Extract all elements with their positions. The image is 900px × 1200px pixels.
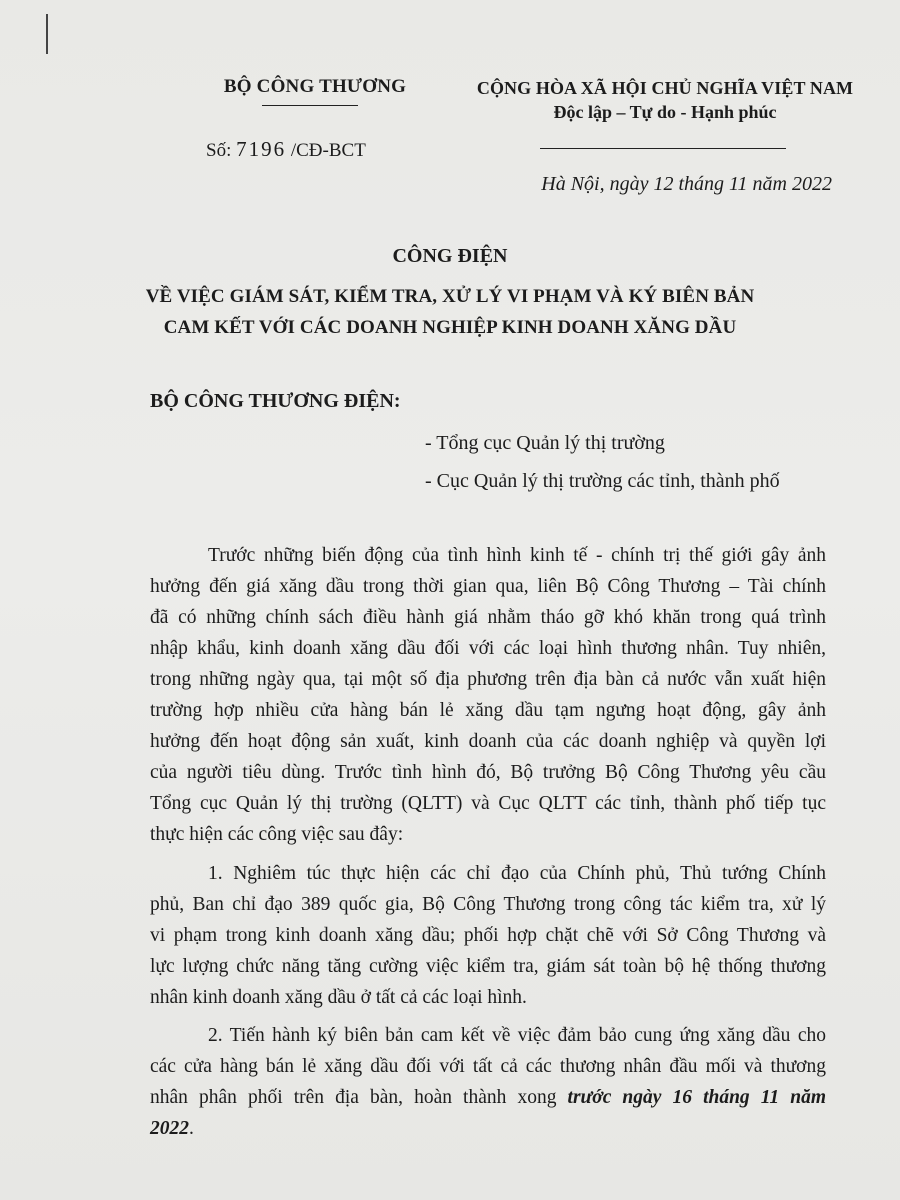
item-2-line: 2. Tiến hành ký biên bản cam kết về việc đảm bảo cung ứng xăng dầu cho — [208, 1025, 826, 1046]
motto-underline — [540, 148, 786, 149]
document-number — [206, 137, 366, 162]
national-title: CỘNG HÒA XÃ HỘI CHỦ NGHĨA VIỆT NAM — [476, 78, 854, 98]
body-line: hưởng đến giá xăng dầu trong thời gian qua, liên Bộ Công Thương – Tài chính — [150, 576, 826, 597]
item-2-line — [150, 1117, 826, 1141]
recipient-item: - Tổng cục Quản lý thị trường — [425, 432, 665, 454]
item-2-line: các cửa hàng bán lẻ xăng dầu đối với tất cả các thương nhân đầu mối và thương — [150, 1056, 826, 1077]
national-motto: Độc lập – Tự do - Hạnh phúc — [553, 102, 777, 122]
body-line: thực hiện các công việc sau đây: — [150, 824, 404, 845]
recipient-item: - Cục Quản lý thị trường các tỉnh, thành phố — [425, 470, 780, 492]
body-line: trong những ngày qua, tại một số địa phương trên địa bàn cả nước vẫn xuất hiện — [150, 669, 826, 690]
item-1-line: nhân kinh doanh xăng dầu ở tất cả các loại hình. — [150, 987, 527, 1008]
recipients-heading: BỘ CÔNG THƯƠNG ĐIỆN: — [150, 390, 401, 412]
edge-mark — [46, 14, 48, 54]
body-line: hưởng đến hoạt động sản xuất, kinh doanh của các doanh nghiệp và quyền lợi — [150, 731, 826, 752]
item-2-line — [150, 1086, 826, 1110]
body-line: nhập khẩu, kinh doanh xăng dầu đối với các loại hình thương nhân. Tuy nhiên, — [150, 638, 826, 659]
body-line: trường hợp nhiều cửa hàng bán lẻ xăng dầu tạm ngưng hoạt động, gây ảnh — [150, 700, 826, 721]
body-line: Trước những biến động của tình hình kinh tế - chính trị thế giới gây ảnh — [208, 545, 826, 566]
document-number-value: 7196 — [236, 137, 287, 161]
subject-line-2: CAM KẾT VỚI CÁC DOANH NGHIỆP KINH DOANH XĂNG DẦU — [163, 317, 737, 338]
subject-line-1: VỀ VIỆC GIÁM SÁT, KIỂM TRA, XỬ LÝ VI PHẠM VÀ KÝ BIÊN BẢN — [145, 286, 755, 307]
deadline-year: 2022 — [150, 1118, 189, 1139]
item-2-period: . — [189, 1118, 194, 1139]
item-1-line: lực lượng chức năng tăng cường việc kiểm tra, giám sát toàn bộ hệ thống thương — [150, 956, 826, 977]
document-type: CÔNG ĐIỆN — [392, 245, 508, 267]
agency-underline — [262, 105, 358, 106]
issuing-agency: BỘ CÔNG THƯƠNG — [223, 76, 407, 97]
document-number-label: Số: — [206, 140, 232, 161]
body-line: của người tiêu dùng. Trước tình hình đó, Bộ trưởng Bộ Công Thương yêu cầu — [150, 762, 826, 783]
body-line: Tổng cục Quản lý thị trường (QLTT) và Cục QLTT các tỉnh, thành phố tiếp tục — [150, 793, 826, 814]
item-2-text: nhân phân phối trên địa bàn, hoàn thành xong — [150, 1087, 557, 1108]
item-1-line: phủ, Ban chỉ đạo 389 quốc gia, Bộ Công Thương trong công tác kiểm tra, xử lý — [150, 894, 826, 915]
item-1-line: 1. Nghiêm túc thực hiện các chỉ đạo của Chính phủ, Thủ tướng Chính — [208, 863, 826, 884]
item-1-line: vi phạm trong kinh doanh xăng dầu; phối hợp chặt chẽ với Sở Công Thương và — [150, 925, 826, 946]
issue-date: Hà Nội, ngày 12 tháng 11 năm 2022 — [541, 173, 832, 195]
body-line: đã có những chính sách điều hành giá nhằm tháo gỡ khó khăn trong quá trình — [150, 607, 826, 628]
document-number-suffix: /CĐ-BCT — [290, 140, 366, 161]
deadline-emphasis: trước ngày 16 tháng 11 năm — [567, 1087, 827, 1108]
